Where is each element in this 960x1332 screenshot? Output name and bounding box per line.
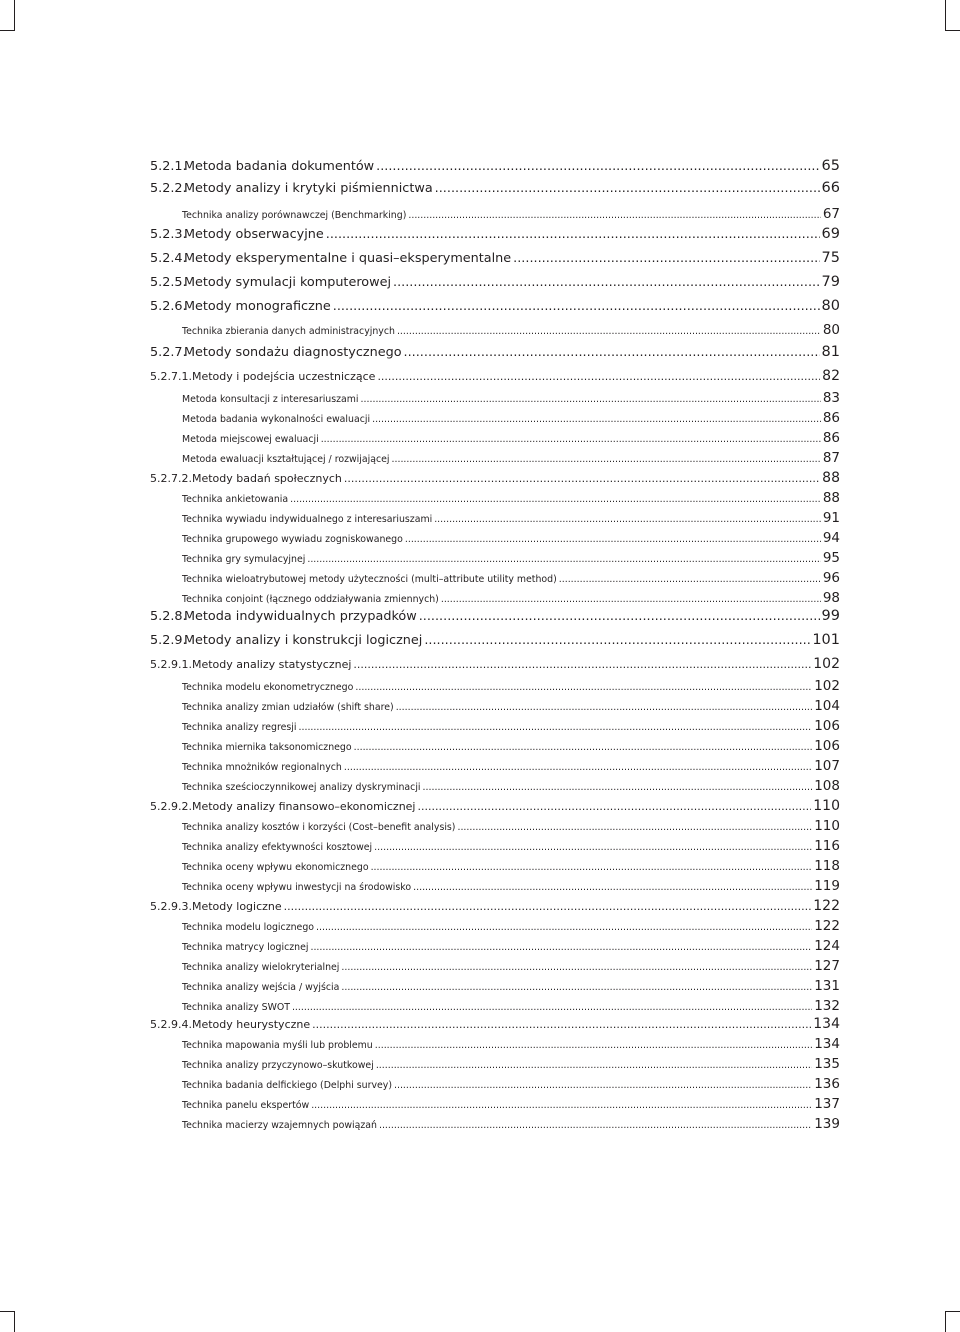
toc-leader-dots: [457, 822, 812, 833]
toc-leader-dots: [418, 800, 812, 813]
toc-entry-page: 110: [814, 818, 840, 834]
toc-entry-title: Technika wywiadu indywidualnego z interesariuszami: [182, 514, 433, 525]
toc-entry-page: 102: [814, 678, 840, 694]
toc-leader-dots: [379, 1120, 812, 1131]
toc-leader-dots: [341, 962, 812, 973]
toc-entry-page: 119: [814, 878, 840, 894]
toc-leader-dots: [307, 554, 820, 565]
toc-entry-page: 65: [821, 158, 840, 174]
toc-entry-title: Technika analizy SWOT: [182, 1002, 290, 1013]
toc-entry-title: Technika wieloatrybutowej metody użyteczności (multi–attribute utility method): [182, 574, 557, 585]
toc-entry: [182, 998, 840, 1014]
toc-entry-title: Technika conjoint (łącznego oddziaływania zmiennych): [182, 594, 439, 605]
toc-leader-dots: [376, 159, 819, 174]
toc-entry: [182, 550, 840, 566]
toc-entry-page: 98: [822, 590, 840, 606]
toc-entry-title: Metoda konsultacji z interesariuszami: [182, 394, 359, 405]
toc-entry-number: 5.2.9.3.: [150, 900, 192, 913]
toc-entry: [182, 322, 840, 338]
toc-entry-title: Technika analizy porównawczej (Benchmarking): [182, 210, 407, 221]
toc-entry-page: 104: [814, 698, 840, 714]
toc-entry: [182, 978, 840, 994]
toc-entry-number: 5.2.4.: [150, 251, 187, 266]
toc-entry-title: Technika analizy efektywności kosztowej: [182, 842, 373, 853]
toc-entry: [182, 390, 840, 406]
toc-entry-title: Metody i podejścia uczestniczące: [191, 370, 376, 383]
toc-entry: [150, 470, 840, 488]
toc-entry-page: 86: [822, 410, 840, 426]
toc-leader-dots: [341, 982, 812, 993]
toc-leader-dots: [355, 682, 812, 693]
toc-entry: [182, 818, 840, 834]
toc-leader-dots: [361, 394, 821, 405]
toc-entry-title: Metody monograficzne: [184, 299, 331, 314]
toc-entry-title: Metoda badania wykonalności ewaluacji: [182, 414, 371, 425]
toc-leader-dots: [559, 574, 821, 585]
toc-entry-number: 5.2.8.: [150, 609, 187, 624]
toc-entry-page: 135: [814, 1056, 840, 1072]
toc-entry-title: Metody symulacji komputerowej: [184, 275, 392, 290]
toc-entry: [182, 530, 840, 546]
toc-entry: [150, 798, 840, 816]
toc-entry: [182, 858, 840, 874]
toc-entry-title: Metody obserwacyjne: [184, 227, 324, 242]
toc-leader-dots: [353, 658, 811, 671]
toc-entry: [182, 1096, 840, 1112]
toc-entry-page: 82: [822, 368, 840, 384]
toc-entry: [150, 180, 840, 200]
toc-entry-number: 5.2.7.2.: [150, 472, 192, 485]
toc-entry: [150, 632, 840, 652]
toc-leader-dots: [311, 1100, 812, 1111]
toc-entry-page: 87: [822, 450, 840, 466]
toc-leader-dots: [344, 762, 812, 773]
toc-entry: [182, 450, 840, 466]
toc-entry-title: Metoda badania dokumentów: [184, 159, 375, 174]
toc-entry-page: 134: [813, 1016, 840, 1032]
toc-leader-dots: [404, 345, 820, 360]
toc-entry: [182, 738, 840, 754]
toc-entry-title: Metody badań społecznych: [191, 472, 342, 485]
toc-leader-dots: [392, 454, 821, 465]
toc-entry-number: 5.2.1.: [150, 159, 187, 174]
toc-entry-page: 79: [821, 274, 840, 290]
toc-entry-page: 83: [822, 390, 840, 406]
toc-entry-page: 86: [822, 430, 840, 446]
toc-entry-page: 102: [813, 656, 840, 672]
toc-entry-title: Technika miernika taksonomicznego: [182, 742, 352, 753]
toc-entry-title: Metody analizy i konstrukcji logicznej: [184, 633, 423, 648]
toc-entry-page: 122: [814, 918, 840, 934]
toc-leader-dots: [376, 1060, 812, 1071]
toc-leader-dots: [284, 900, 812, 913]
toc-entry-page: 99: [821, 608, 840, 624]
toc-entry-title: Technika gry symulacyjnej: [182, 554, 306, 565]
toc-entry-title: Technika sześcioczynnikowej analizy dyskryminacji: [182, 782, 421, 793]
toc-entry: [182, 490, 840, 506]
toc-entry-page: 106: [814, 738, 840, 754]
toc-entry-page: 134: [814, 1036, 840, 1052]
toc-entry-number: 5.2.9.4.: [150, 1018, 192, 1031]
toc-leader-dots: [397, 326, 821, 337]
toc-entry-title: Technika analizy regresji: [182, 722, 297, 733]
toc-entry-page: 101: [812, 632, 840, 648]
toc-entry-page: 95: [822, 550, 840, 566]
toc-entry: [182, 1076, 840, 1092]
toc-entry-title: Technika badania delfickiego (Delphi survey): [182, 1080, 392, 1091]
toc-entry-title: Technika modelu logicznego: [182, 922, 315, 933]
toc-entry-title: Technika analizy zmian udziałów (shift share): [182, 702, 394, 713]
toc-entry: [182, 698, 840, 714]
toc-entry-title: Technika ankietowania: [182, 494, 289, 505]
toc-leader-dots: [405, 534, 821, 545]
toc-entry: [150, 158, 840, 178]
toc-entry-number: 5.2.9.: [150, 633, 187, 648]
toc-entry-page: 137: [814, 1096, 840, 1112]
toc-entry: [182, 206, 840, 222]
toc-entry-title: Technika analizy wielokryterialnej: [182, 962, 340, 973]
toc-entry-title: Metoda ewaluacji kształtującej / rozwijającej: [182, 454, 390, 465]
toc-entry-title: Metoda indywidualnych przypadków: [184, 609, 417, 624]
toc-entry-title: Technika zbierania danych administracyjnych: [182, 326, 395, 337]
toc-leader-dots: [310, 942, 812, 953]
toc-leader-dots: [393, 275, 820, 290]
toc-entry-page: 106: [814, 718, 840, 734]
toc-entry: [182, 678, 840, 694]
toc-entry-number: 5.2.7.: [150, 345, 187, 360]
toc-entry-number: 5.2.9.1.: [150, 658, 192, 671]
toc-leader-dots: [344, 472, 820, 485]
toc-entry: [182, 938, 840, 954]
toc-entry-title: Technika panelu ekspertów: [182, 1100, 310, 1111]
toc-leader-dots: [321, 434, 821, 445]
toc-entry-page: 124: [814, 938, 840, 954]
toc-entry-page: 80: [821, 298, 840, 314]
toc-leader-dots: [513, 251, 819, 266]
toc-leader-dots: [290, 494, 821, 505]
toc-entry-number: 5.2.9.2.: [150, 800, 192, 813]
toc-leader-dots: [396, 702, 813, 713]
toc-entry-number: 5.2.6.: [150, 299, 187, 314]
toc-leader-dots: [371, 862, 813, 873]
toc-entry-title: Metody analizy finansowo–ekonomicznej: [191, 800, 416, 813]
toc-entry: [150, 226, 840, 246]
toc-entry-number: 5.2.5.: [150, 275, 187, 290]
toc-entry: [182, 778, 840, 794]
toc-entry-page: 67: [822, 206, 840, 222]
toc-entry-page: 131: [814, 978, 840, 994]
toc-entry: [150, 656, 840, 674]
toc-leader-dots: [292, 1002, 812, 1013]
toc-entry: [150, 274, 840, 294]
toc-leader-dots: [312, 1018, 811, 1031]
toc-leader-dots: [316, 922, 812, 933]
toc-entry-title: Technika oceny wpływu ekonomicznego: [182, 862, 369, 873]
toc-entry-title: Metody logiczne: [191, 900, 282, 913]
toc-entry: [182, 1116, 840, 1132]
toc-entry-title: Technika mnożników regionalnych: [182, 762, 342, 773]
toc-entry-page: 110: [813, 798, 840, 814]
toc-leader-dots: [408, 210, 820, 221]
toc-leader-dots: [375, 1040, 812, 1051]
toc-entry-page: 88: [822, 490, 840, 506]
toc-entry-page: 132: [814, 998, 840, 1014]
toc-entry-title: Technika analizy wejścia / wyjścia: [182, 982, 340, 993]
toc-entry: [182, 410, 840, 426]
toc-entry-page: 66: [821, 180, 840, 196]
toc-entry-page: 122: [813, 898, 840, 914]
toc-entry-page: 91: [822, 510, 840, 526]
toc-entry-title: Metody eksperymentalne i quasi–eksperymentalne: [184, 251, 512, 266]
toc-entry: [150, 1016, 840, 1034]
toc-entry-page: 107: [814, 758, 840, 774]
toc-entry-title: Metody heurystyczne: [191, 1018, 311, 1031]
toc-entry-title: Technika modelu ekonometrycznego: [182, 682, 354, 693]
toc-entry: [182, 758, 840, 774]
toc-entry: [182, 838, 840, 854]
toc-entry-page: 127: [814, 958, 840, 974]
toc-entry-page: 88: [822, 470, 840, 486]
toc-leader-dots: [434, 514, 821, 525]
toc-entry-title: Metody analizy i krytyki piśmiennictwa: [184, 181, 433, 196]
toc-entry-title: Technika matrycy logicznej: [182, 942, 309, 953]
toc-entry-page: 139: [814, 1116, 840, 1132]
toc-entry-title: Metody analizy statystycznej: [191, 658, 352, 671]
toc-entry-page: 69: [821, 226, 840, 242]
toc-entry-page: 108: [814, 778, 840, 794]
toc-entry: [182, 430, 840, 446]
toc-entry-number: 5.2.7.1.: [150, 370, 192, 383]
toc-leader-dots: [424, 633, 810, 648]
toc-leader-dots: [374, 842, 812, 853]
toc-leader-dots: [435, 181, 820, 196]
toc-leader-dots: [377, 370, 820, 383]
toc-entry: [182, 1056, 840, 1072]
toc-entry: [182, 718, 840, 734]
toc-leader-dots: [413, 882, 812, 893]
toc-entry-page: 118: [814, 858, 840, 874]
toc-entry: [182, 590, 840, 606]
toc-entry: [150, 368, 840, 386]
toc-leader-dots: [326, 227, 820, 242]
toc-leader-dots: [299, 722, 813, 733]
toc-entry-page: 96: [822, 570, 840, 586]
toc-leader-dots: [394, 1080, 812, 1091]
toc-entry-title: Metoda miejscowej ewaluacji: [182, 434, 319, 445]
toc-entry-title: Technika macierzy wzajemnych powiązań: [182, 1120, 377, 1131]
toc-entry-title: Metody sondażu diagnostycznego: [184, 345, 402, 360]
toc-leader-dots: [333, 299, 820, 314]
toc-entry: [182, 1036, 840, 1052]
toc-entry: [150, 250, 840, 270]
toc-entry-page: 94: [822, 530, 840, 546]
toc-entry-title: Technika mapowania myśli lub problemu: [182, 1040, 373, 1051]
toc-entry-page: 136: [814, 1076, 840, 1092]
toc-entry: [182, 958, 840, 974]
toc-entry-title: Technika analizy kosztów i korzyści (Cost–benefit analysis): [182, 822, 456, 833]
toc-entry-page: 116: [814, 838, 840, 854]
toc-entry-title: Technika analizy przyczynowo–skutkowej: [182, 1060, 374, 1071]
toc-entry: [150, 344, 840, 364]
toc-entry: [150, 898, 840, 916]
toc-entry: [150, 298, 840, 318]
toc-entry: [182, 510, 840, 526]
toc-leader-dots: [419, 609, 820, 624]
toc-leader-dots: [441, 594, 821, 605]
toc-entry-page: 81: [821, 344, 840, 360]
toc-entry-number: 5.2.3.: [150, 227, 187, 242]
toc-leader-dots: [423, 782, 813, 793]
toc-entry-title: Technika oceny wpływu inwestycji na środowisko: [182, 882, 412, 893]
toc-entry: [182, 570, 840, 586]
toc-entry-page: 75: [821, 250, 840, 266]
toc-entry: [150, 608, 840, 628]
toc-entry-page: 80: [822, 322, 840, 338]
toc-leader-dots: [354, 742, 813, 753]
toc-entry: [182, 918, 840, 934]
toc-leader-dots: [372, 414, 821, 425]
toc-entry-number: 5.2.2.: [150, 181, 187, 196]
toc-entry-title: Technika grupowego wywiadu zogniskowanego: [182, 534, 403, 545]
toc-entry: [182, 878, 840, 894]
